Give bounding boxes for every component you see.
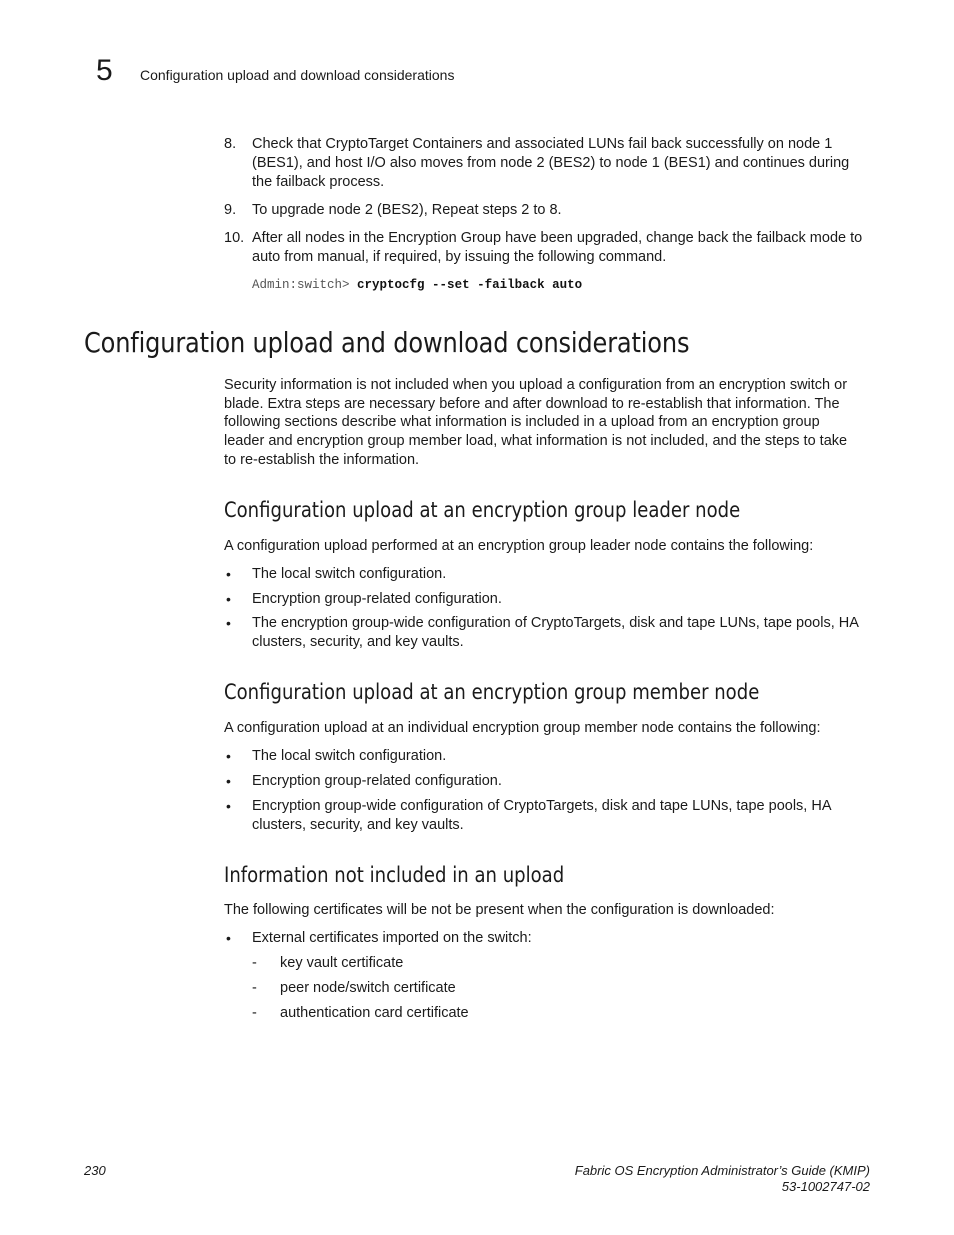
command-prompt: Admin:switch> <box>252 278 350 292</box>
subsection-intro: A configuration upload performed at an encryption group leader node contains the following: <box>224 538 814 554</box>
list-item: Encryption group-wide configuration of CryptoTargets, disk and tape LUNs, tape pools, HA <box>252 798 832 814</box>
bullet-icon: • <box>226 615 231 631</box>
step-text: After all nodes in the Encryption Group have been upgraded, change back the failback mode to <box>252 230 863 246</box>
step-text: the failback process. <box>252 174 385 190</box>
subsection-heading-member: Configuration upload at an encryption group member node <box>224 680 760 704</box>
sub-list-item: peer node/switch certificate <box>280 980 456 996</box>
list-item: Encryption group-related configuration. <box>252 773 502 789</box>
section-heading: Configuration upload and download considerations <box>84 326 690 359</box>
subsection-intro: The following certificates will be not be present when the configuration is downloaded: <box>224 902 775 918</box>
bullet-icon: • <box>226 798 231 814</box>
sub-list-item: authentication card certificate <box>280 1005 469 1021</box>
step-text: (BES1), and host I/O also moves from node 2 (BES2) to node 1 (BES1) and continues during <box>252 155 850 171</box>
chapter-number: 5 <box>96 54 113 87</box>
list-item: clusters, security, and key vaults. <box>252 817 464 833</box>
list-item: The local switch configuration. <box>252 566 447 582</box>
running-header-title: Configuration upload and download considerations <box>140 67 455 83</box>
section-intro-line: leader and encryption group member load, what information is not included, and the steps to take <box>224 433 848 449</box>
section-intro-line: Security information is not included when you upload a configuration from an encryption switch or <box>224 377 848 393</box>
section-intro-line: following sections describe what information is included in a upload from an encryption group <box>224 414 820 430</box>
list-item: Encryption group-related configuration. <box>252 591 502 607</box>
dash-icon: - <box>252 1005 257 1021</box>
step-number: 8. <box>224 136 237 152</box>
sub-list-item: key vault certificate <box>280 955 404 971</box>
bullet-icon: • <box>226 773 231 789</box>
step-text: auto from manual, if required, by issuing the following command. <box>252 249 667 265</box>
footer-doc-title: Fabric OS Encryption Administrator’s Guide (KMIP) <box>574 1163 870 1178</box>
subsection-heading-not-included: Information not included in an upload <box>224 863 565 887</box>
command-example <box>252 277 582 293</box>
bullet-icon: • <box>226 748 231 764</box>
list-item: clusters, security, and key vaults. <box>252 634 464 650</box>
subsection-heading-leader: Configuration upload at an encryption group leader node <box>224 498 741 522</box>
list-item: External certificates imported on the switch: <box>252 930 532 946</box>
bullet-icon: • <box>226 591 231 607</box>
list-item: The encryption group-wide configuration of CryptoTargets, disk and tape LUNs, tape pools, HA <box>252 615 859 631</box>
page-number: 230 <box>84 1163 106 1178</box>
step-text: To upgrade node 2 (BES2), Repeat steps 2 to 8. <box>252 202 562 218</box>
command-text: cryptocfg --set -failback auto <box>357 278 583 292</box>
dash-icon: - <box>252 980 257 996</box>
bullet-icon: • <box>226 566 231 582</box>
subsection-intro: A configuration upload at an individual encryption group member node contains the following: <box>224 720 821 736</box>
step-number: 10. <box>224 230 245 246</box>
list-item: The local switch configuration. <box>252 748 447 764</box>
footer-doc-number: 53-1002747-02 <box>781 1179 870 1194</box>
section-intro-line: blade. Extra steps are necessary before and after download to re-establish that information. The <box>224 396 840 412</box>
bullet-icon: • <box>226 930 231 946</box>
section-intro-line: to re-establish the information. <box>224 452 420 468</box>
dash-icon: - <box>252 955 257 971</box>
step-text: Check that CryptoTarget Containers and associated LUNs fail back successfully on node 1 <box>252 136 833 152</box>
step-number: 9. <box>224 202 237 218</box>
